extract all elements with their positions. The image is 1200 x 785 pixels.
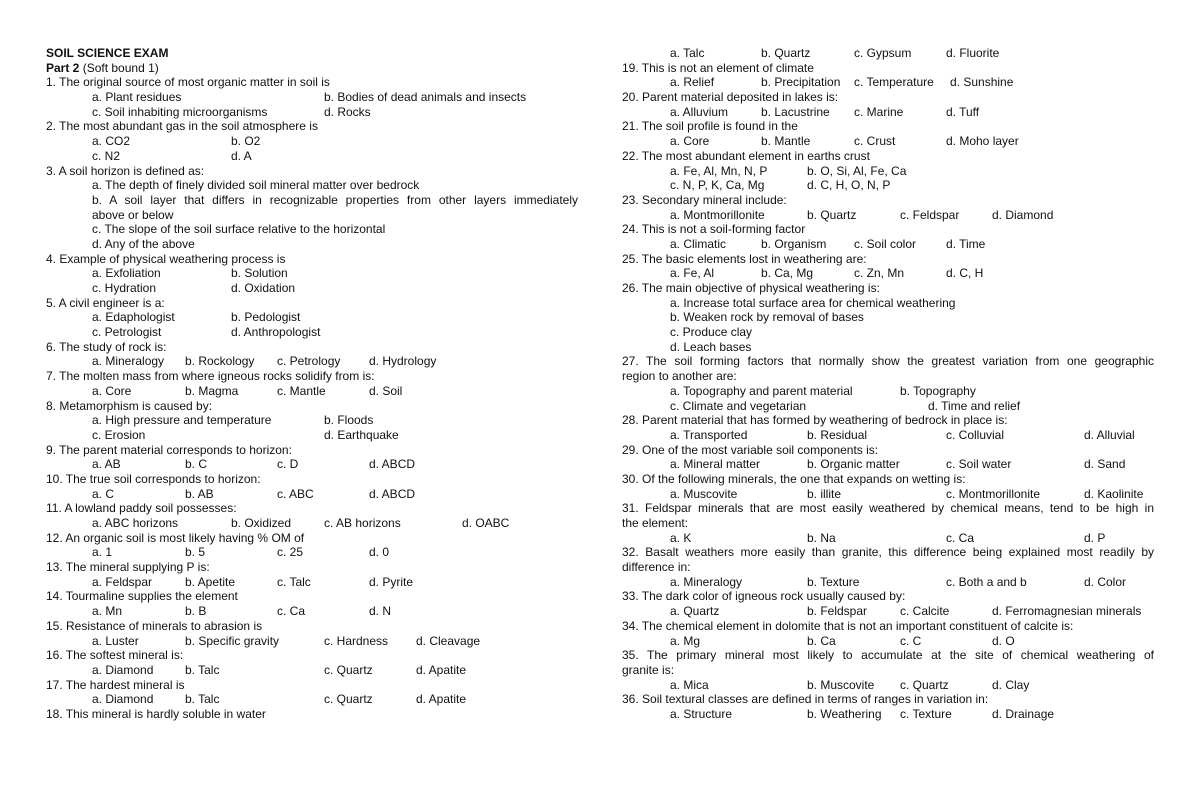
question-21: 21. The soil profile is found in the bbox=[622, 119, 798, 134]
option: a. Climatic bbox=[670, 236, 727, 251]
option: b. Magma bbox=[185, 383, 239, 398]
options-row bbox=[46, 310, 578, 325]
option: a. Diamond bbox=[92, 692, 154, 707]
option: a. Luster bbox=[92, 633, 139, 648]
options-row bbox=[622, 237, 1154, 252]
option: c. Soil inhabiting microorganisms bbox=[92, 104, 268, 119]
option: a. Mineralogy bbox=[670, 574, 743, 589]
option: d. C, H, O, N, P bbox=[807, 178, 891, 193]
question-32-cont: difference in: bbox=[622, 560, 691, 575]
question-18: 18. This mineral is hardly soluble in water bbox=[46, 706, 266, 721]
option: a. K bbox=[670, 530, 692, 545]
option: d. Time bbox=[946, 236, 986, 251]
option: d. O bbox=[992, 633, 1015, 648]
options-row bbox=[622, 134, 1154, 149]
question-34: 34. The chemical element in dolomite that is not an important constituent of calcite is: bbox=[622, 618, 1074, 633]
options-row bbox=[46, 575, 578, 590]
option: a. Mg bbox=[670, 633, 701, 648]
option: c. Texture bbox=[900, 706, 952, 721]
option: a. Increase total surface area for chemical weathering bbox=[670, 295, 956, 310]
option: c. Petrology bbox=[277, 354, 341, 369]
options-row bbox=[622, 575, 1154, 590]
option: b. Rockology bbox=[185, 354, 255, 369]
option: b. Specific gravity bbox=[185, 633, 280, 648]
question-14: 14. Tourmaline supplies the element bbox=[46, 589, 238, 604]
question-32: 32. Basalt weathers more easily than granite, this difference being explained most readily by bbox=[622, 545, 1154, 560]
option: d. Apatite bbox=[416, 662, 467, 677]
option: b. Bodies of dead animals and insects bbox=[324, 90, 527, 105]
option: b. C bbox=[185, 457, 208, 472]
option: d. Sand bbox=[1084, 457, 1126, 472]
option: d. Leach bases bbox=[670, 339, 752, 354]
question-12: 12. An organic soil is most likely having % OM of bbox=[46, 530, 305, 545]
option: b. Talc bbox=[185, 662, 220, 677]
option: b. Pedologist bbox=[231, 310, 301, 325]
option: d. OABC bbox=[462, 516, 510, 530]
option: a. Mineral matter bbox=[670, 457, 761, 472]
question-24: 24. This is not a soil-forming factor bbox=[622, 222, 806, 237]
option: c. N2 bbox=[92, 148, 121, 163]
option: a. Core bbox=[670, 134, 710, 149]
question-8: 8. Metamorphism is caused by: bbox=[46, 398, 213, 413]
option: c. Quartz bbox=[900, 677, 949, 692]
options-row bbox=[46, 134, 578, 149]
option: b. Quartz bbox=[761, 46, 811, 60]
options-row bbox=[622, 604, 1154, 619]
option: d. ABCD bbox=[369, 457, 416, 472]
option: c. ABC bbox=[277, 486, 314, 501]
option: b. Precipitation bbox=[761, 75, 841, 90]
question-11: 11. A lowland paddy soil possesses: bbox=[46, 501, 237, 516]
option: a. Structure bbox=[670, 706, 733, 721]
option: d. A bbox=[231, 148, 252, 163]
options-row bbox=[622, 457, 1154, 472]
options-row bbox=[622, 164, 1154, 179]
options-row bbox=[622, 46, 1154, 61]
option: c. Crust bbox=[854, 134, 896, 149]
option-continuation: above or below bbox=[92, 207, 174, 222]
option: c. Feldspar bbox=[900, 207, 960, 222]
option: b. Texture bbox=[807, 574, 860, 589]
option: d. Diamond bbox=[992, 207, 1054, 222]
option: b. Weaken rock by removal of bases bbox=[670, 310, 864, 325]
option: c. Soil water bbox=[946, 457, 1012, 472]
option: c. Gypsum bbox=[854, 46, 912, 60]
question-27-cont: region to another are: bbox=[622, 369, 737, 384]
option: b. Oxidized bbox=[231, 516, 292, 530]
option: b. AB bbox=[185, 486, 214, 501]
option: d. Color bbox=[1084, 574, 1127, 589]
question-7: 7. The molten mass from where igneous rocks solidify from is: bbox=[46, 369, 375, 384]
question-35: 35. The primary mineral most likely to accumulate at the site of chemical weathering of bbox=[622, 648, 1154, 663]
options-row bbox=[46, 105, 578, 120]
options-row bbox=[46, 428, 578, 443]
option: d. Clay bbox=[992, 677, 1030, 692]
option: b. B bbox=[185, 604, 207, 619]
options-row bbox=[622, 75, 1154, 90]
option: a. AB bbox=[92, 457, 121, 472]
options-row bbox=[622, 487, 1154, 502]
options-row bbox=[46, 692, 578, 707]
option: b. Muscovite bbox=[807, 677, 875, 692]
option: a. Exfoliation bbox=[92, 266, 161, 281]
option: a. Quartz bbox=[670, 604, 720, 619]
options-row bbox=[622, 399, 1154, 414]
question-13: 13. The mineral supplying P is: bbox=[46, 560, 210, 575]
options-row bbox=[46, 354, 578, 369]
option: a. Mineralogy bbox=[92, 354, 165, 369]
question-1: 1. The original source of most organic matter in soil is bbox=[46, 75, 330, 90]
question-26: 26. The main objective of physical weathering is: bbox=[622, 281, 880, 295]
option: a. High pressure and temperature bbox=[92, 413, 272, 428]
question-6: 6. The study of rock is: bbox=[46, 339, 167, 354]
option: a. Plant residues bbox=[92, 90, 182, 105]
option: c. 25 bbox=[277, 545, 304, 560]
question-2: 2. The most abundant gas in the soil atmosphere is bbox=[46, 119, 318, 134]
option: c. Talc bbox=[277, 574, 311, 589]
option: d. Anthropologist bbox=[231, 325, 321, 340]
options-row bbox=[622, 428, 1154, 443]
option: d. Tuff bbox=[946, 104, 980, 119]
left-column bbox=[46, 46, 578, 722]
question-33: 33. The dark color of igneous rock usually caused by: bbox=[622, 589, 906, 604]
option: a. Fe, Al bbox=[670, 266, 715, 281]
options-row bbox=[46, 457, 578, 472]
option: d. Time and relief bbox=[928, 398, 1021, 413]
option: d. C, H bbox=[946, 266, 984, 281]
part-label: Part 2 bbox=[46, 60, 80, 75]
option: d. Soil bbox=[369, 383, 403, 398]
option: d. N bbox=[369, 604, 392, 619]
question-9: 9. The parent material corresponds to horizon: bbox=[46, 442, 292, 457]
options-row bbox=[46, 516, 578, 531]
option: b. Residual bbox=[807, 427, 868, 442]
options-row bbox=[622, 678, 1154, 693]
option: b. O2 bbox=[231, 134, 261, 149]
option: c. Ca bbox=[946, 530, 975, 545]
option: c. Zn, Mn bbox=[854, 266, 905, 281]
option: d. Any of the above bbox=[92, 236, 195, 251]
question-30: 30. Of the following minerals, the one that expands on wetting is: bbox=[622, 471, 966, 486]
option: b. Floods bbox=[324, 413, 374, 428]
question-36: 36. Soil textural classes are defined in terms of ranges in variation in: bbox=[622, 692, 989, 707]
options-row bbox=[622, 707, 1154, 722]
option: b. Topography bbox=[900, 383, 976, 398]
option: c. Marine bbox=[854, 104, 904, 119]
option: a. Muscovite bbox=[670, 486, 738, 501]
exam-title: SOIL SCIENCE EXAM bbox=[46, 46, 169, 60]
option: b. Talc bbox=[185, 692, 220, 707]
option: d. Pyrite bbox=[369, 574, 414, 589]
option: b. Weathering bbox=[807, 706, 882, 721]
option: c. Produce clay bbox=[670, 325, 753, 340]
options-row bbox=[622, 208, 1154, 223]
option: c. Montmorillonite bbox=[946, 486, 1041, 501]
options-row bbox=[622, 634, 1154, 649]
option: c. Erosion bbox=[92, 427, 146, 442]
option: d. Ferromagnesian minerals bbox=[992, 604, 1142, 619]
option: c. Quartz bbox=[324, 662, 373, 677]
option: b. Lacustrine bbox=[761, 104, 830, 119]
option: d. Cleavage bbox=[416, 633, 481, 648]
options-row bbox=[46, 663, 578, 678]
option: b. Ca, Mg bbox=[761, 266, 814, 281]
option: c. Colluvial bbox=[946, 427, 1005, 442]
option: a. Relief bbox=[670, 75, 715, 90]
option: a. Alluvium bbox=[670, 104, 729, 119]
option: c. N, P, K, Ca, Mg bbox=[670, 178, 765, 193]
option: d. ABCD bbox=[369, 486, 416, 501]
part-heading bbox=[46, 61, 578, 76]
option: b. Solution bbox=[231, 266, 288, 281]
option: d. 0 bbox=[369, 545, 390, 560]
option: c. The slope of the soil surface relative to the horizontal bbox=[92, 222, 386, 237]
option: d. Oxidation bbox=[231, 281, 296, 295]
option: a. ABC horizons bbox=[92, 516, 179, 530]
options-row bbox=[46, 604, 578, 619]
option: a. 1 bbox=[92, 545, 113, 560]
option: d. Sunshine bbox=[950, 75, 1014, 90]
question-4: 4. Example of physical weathering process is bbox=[46, 251, 286, 266]
option: c. Climate and vegetarian bbox=[670, 398, 807, 413]
option: b. Feldspar bbox=[807, 604, 868, 619]
question-3: 3. A soil horizon is defined as: bbox=[46, 163, 205, 178]
question-28: 28. Parent material that has formed by weathering of bedrock in place is: bbox=[622, 413, 1008, 428]
question-17: 17. The hardest mineral is bbox=[46, 677, 185, 692]
options-row bbox=[46, 487, 578, 502]
option: b. Ca bbox=[807, 633, 836, 648]
option: b. A soil layer that differs in recognizable properties from other layers immediately bbox=[92, 192, 578, 207]
option: a. Diamond bbox=[92, 662, 154, 677]
option: c. Ca bbox=[277, 604, 306, 619]
option: c. Hydration bbox=[92, 281, 157, 295]
question-5: 5. A civil engineer is a: bbox=[46, 295, 165, 310]
option: b. Quartz bbox=[807, 207, 857, 222]
question-35-cont: granite is: bbox=[622, 662, 675, 677]
option: a. Talc bbox=[670, 46, 705, 60]
options-row bbox=[46, 413, 578, 428]
question-16: 16. The softest mineral is: bbox=[46, 648, 184, 663]
option: b. 5 bbox=[185, 545, 206, 560]
option: d. P bbox=[1084, 530, 1106, 545]
options-row bbox=[46, 325, 578, 340]
option: d. Alluvial bbox=[1084, 427, 1135, 442]
option: a. C bbox=[92, 486, 115, 501]
options-row bbox=[622, 531, 1154, 546]
options-row bbox=[46, 281, 578, 296]
options-row bbox=[46, 90, 578, 105]
options-row bbox=[46, 384, 578, 399]
option: d. Moho layer bbox=[946, 134, 1019, 149]
question-27: 27. The soil forming factors that normally show the greatest variation from one geographic bbox=[622, 354, 1154, 369]
option: d. Drainage bbox=[992, 706, 1055, 721]
option: a. Core bbox=[92, 383, 132, 398]
option: b. O, Si, Al, Fe, Ca bbox=[807, 163, 907, 178]
options-row bbox=[622, 105, 1154, 120]
option: b. illite bbox=[807, 486, 842, 501]
option: c. Quartz bbox=[324, 692, 373, 707]
option: a. Transported bbox=[670, 427, 748, 442]
right-column bbox=[622, 46, 1154, 722]
option: a. Mn bbox=[92, 604, 123, 619]
question-10: 10. The true soil corresponds to horizon: bbox=[46, 471, 261, 486]
option: a. Feldspar bbox=[92, 574, 153, 589]
option: b. Organic matter bbox=[807, 457, 900, 472]
option: c. D bbox=[277, 457, 299, 472]
option: a. Mica bbox=[670, 677, 709, 692]
question-29: 29. One of the most variable soil components is: bbox=[622, 442, 879, 457]
option: b. Na bbox=[807, 530, 836, 545]
options-row bbox=[46, 634, 578, 649]
option: a. CO2 bbox=[92, 134, 131, 149]
option: a. Montmorillonite bbox=[670, 207, 765, 222]
option: c. Both a and b bbox=[946, 574, 1027, 589]
option: d. Rocks bbox=[324, 104, 371, 119]
option: c. Soil color bbox=[854, 236, 917, 251]
option: b. Apetite bbox=[185, 574, 236, 589]
option: a. Topography and parent material bbox=[670, 383, 853, 398]
options-row bbox=[622, 266, 1154, 281]
option: b. Organism bbox=[761, 236, 827, 251]
option: d. Earthquake bbox=[324, 427, 399, 442]
question-20: 20. Parent material deposited in lakes is: bbox=[622, 90, 839, 105]
option: c. Hardness bbox=[324, 633, 389, 648]
options-row bbox=[622, 178, 1154, 193]
question-31: 31. Feldspar minerals that are most easily weathered by chemical means, tend to be high in bbox=[622, 501, 1154, 516]
options-row bbox=[46, 149, 578, 164]
question-31-cont: the element: bbox=[622, 516, 689, 530]
options-row bbox=[46, 266, 578, 281]
option: b. Mantle bbox=[761, 134, 811, 149]
question-22: 22. The most abundant element in earths crust bbox=[622, 148, 870, 163]
options-row bbox=[46, 545, 578, 560]
option: d. Kaolinite bbox=[1084, 486, 1144, 501]
option: a. Edaphologist bbox=[92, 310, 175, 325]
question-25: 25. The basic elements lost in weathering are: bbox=[622, 251, 867, 266]
option: c. Mantle bbox=[277, 383, 326, 398]
option: c. Petrologist bbox=[92, 325, 162, 340]
option: c. Calcite bbox=[900, 604, 950, 619]
option: c. C bbox=[900, 633, 922, 648]
option: d. Fluorite bbox=[946, 46, 1000, 60]
option: a. Fe, Al, Mn, N, P bbox=[670, 163, 768, 178]
part-note: (Soft bound 1) bbox=[79, 60, 159, 75]
option: d. Hydrology bbox=[369, 354, 437, 369]
question-19: 19. This is not an element of climate bbox=[622, 60, 814, 75]
option: d. Apatite bbox=[416, 692, 467, 707]
question-15: 15. Resistance of minerals to abrasion is bbox=[46, 618, 263, 633]
option: c. Temperature bbox=[854, 75, 934, 90]
question-23: 23. Secondary mineral include: bbox=[622, 192, 787, 207]
option: c. AB horizons bbox=[324, 516, 401, 530]
options-row bbox=[622, 384, 1154, 399]
option: a. The depth of finely divided soil mineral matter over bedrock bbox=[92, 178, 420, 193]
